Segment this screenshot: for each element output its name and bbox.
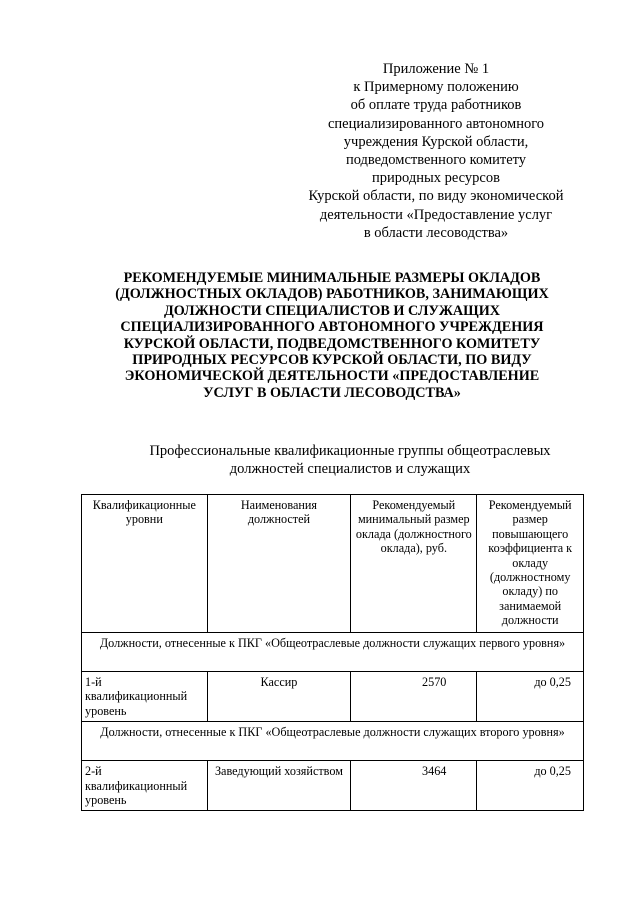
cell-coefficient: до 0,25 bbox=[477, 761, 584, 811]
title-line: СПЕЦИАЛИЗИРОВАННОГО АВТОНОМНОГО УЧРЕЖДЕНИЯ bbox=[120, 319, 544, 336]
group-row bbox=[82, 722, 584, 761]
title-line: ЭКОНОМИЧЕСКОЙ ДЕЯТЕЛЬНОСТИ «ПРЕДОСТАВЛЕНИЕ bbox=[124, 368, 540, 385]
appendix-line: Приложение № 1 bbox=[382, 61, 490, 77]
appendix-line: Курской области, по виду экономической bbox=[308, 188, 564, 205]
document-title bbox=[88, 270, 576, 401]
cell-salary: 3464 bbox=[351, 761, 477, 811]
title-line: ДОЛЖНОСТИ СПЕЦИАЛИСТОВ И СЛУЖАЩИХ bbox=[163, 302, 501, 319]
title-line: ПРИРОДНЫХ РЕСУРСОВ КУРСКОЙ ОБЛАСТИ, ПО ВИДУ bbox=[132, 352, 532, 369]
group-row bbox=[82, 633, 584, 672]
appendix-line: в области лесоводства» bbox=[363, 224, 509, 241]
appendix-line: природных ресурсов bbox=[372, 170, 500, 187]
appendix-line: об оплате труда работников bbox=[350, 97, 522, 114]
cell-salary: 2570 bbox=[351, 672, 477, 722]
table-row bbox=[82, 761, 584, 811]
appendix-block bbox=[298, 60, 574, 242]
group-title: Должности, отнесенные к ПКГ «Общеотраслевые должности служащих первого уровня» bbox=[82, 633, 584, 672]
cell-coefficient: до 0,25 bbox=[477, 672, 584, 722]
title-line: УСЛУГ В ОБЛАСТИ ЛЕСОВОДСТВА» bbox=[203, 384, 461, 401]
title-line: КУРСКОЙ ОБЛАСТИ, ПОДВЕДОМСТВЕННОГО КОМИТЕТУ bbox=[123, 335, 541, 352]
cell-level: 1-й квалификационный уровень bbox=[82, 672, 208, 722]
cell-position: Кассир bbox=[207, 672, 351, 722]
cell-position: Заведующий хозяйством bbox=[207, 761, 351, 811]
table-row bbox=[82, 672, 584, 722]
table-header-row bbox=[82, 495, 584, 633]
appendix-line: подведомственного комитету bbox=[345, 152, 527, 169]
table-subtitle: Профессиональные квалификационные группы общеотраслевых должностей специалистов и служащих bbox=[149, 443, 551, 477]
group-title: Должности, отнесенные к ПКГ «Общеотраслевые должности служащих второго уровня» bbox=[82, 722, 584, 761]
header-salary: Рекомендуемый минимальный размер оклада (должностного оклада), руб. bbox=[351, 495, 477, 633]
header-levels: Квалификационные уровни bbox=[82, 495, 208, 633]
title-line: РЕКОМЕНДУЕМЫЕ МИНИМАЛЬНЫЕ РАЗМЕРЫ ОКЛАДОВ bbox=[123, 270, 541, 286]
cell-level: 2-й квалификационный уровень bbox=[82, 761, 208, 811]
appendix-line: деятельности «Предоставление услуг bbox=[319, 206, 553, 223]
appendix-line: к Примерному положению bbox=[353, 79, 519, 96]
header-coefficient: Рекомендуемый размер повышающего коэффициента к окладу (должностному окладу) по занимаемой должности bbox=[477, 495, 584, 633]
salary-table bbox=[81, 494, 584, 811]
appendix-line: учреждения Курской области, bbox=[343, 133, 529, 150]
header-positions: Наименования должностей bbox=[207, 495, 351, 633]
appendix-line: специализированного автономного bbox=[327, 115, 545, 132]
title-line: (ДОЛЖНОСТНЫХ ОКЛАДОВ) РАБОТНИКОВ, ЗАНИМАЮЩИХ bbox=[115, 286, 549, 303]
